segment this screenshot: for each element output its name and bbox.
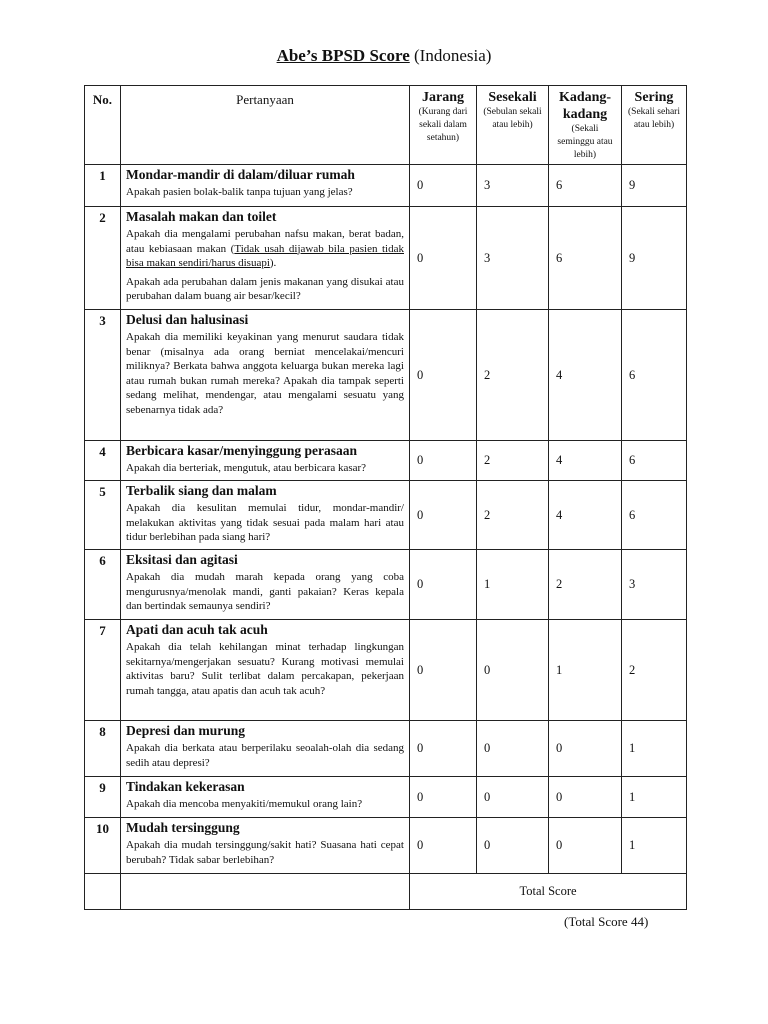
option-label: Kadang-kadang xyxy=(558,90,612,122)
header-question: Pertanyaan xyxy=(121,86,410,165)
header-option-kadang xyxy=(549,86,622,165)
question-title: Tindakan kekerasan xyxy=(126,779,245,794)
score-sering: 9 xyxy=(622,165,687,207)
question-desc xyxy=(121,225,409,273)
row-number: 1 xyxy=(85,165,121,207)
question-desc: Apakah pasien bolak-balik tanpa tujuan yang jelas? xyxy=(126,186,353,198)
question-title: Mudah tersinggung xyxy=(126,820,240,835)
header-option-jarang xyxy=(410,86,477,165)
question-title: Depresi dan murung xyxy=(126,723,246,738)
question-desc: Apakah dia mudah tersinggung/sakit hati? Suasana hati cepat berubah? Tidak sabar berlebihan? xyxy=(126,839,404,866)
total-empty-cell xyxy=(85,874,121,910)
question-desc: Apakah dia mencoba menyakiti/memukul orang lain? xyxy=(126,798,363,810)
question-cell xyxy=(121,777,410,818)
question-cell xyxy=(121,310,410,441)
page-title xyxy=(0,46,768,66)
score-sering: 6 xyxy=(622,310,687,441)
table-row xyxy=(85,207,687,310)
desc-text: Apakah dia mengalami perubahan nafsu makan, berat badan, atau kebiasaan makan ( xyxy=(126,228,404,255)
table-row xyxy=(85,777,687,818)
row-number: 3 xyxy=(85,310,121,441)
score-sesekali: 3 xyxy=(477,165,549,207)
score-sering: 2 xyxy=(622,620,687,721)
score-sering: 1 xyxy=(622,818,687,874)
bpsd-table xyxy=(84,85,687,910)
score-kadang: 4 xyxy=(549,310,622,441)
score-sesekali: 0 xyxy=(477,818,549,874)
question-desc: Apakah dia kesulitan memulai tidur, mondar-mandir/ melakukan aktivitas yang tidak sesuai pada malam hari atau tidur berlebihan pada siang hari? xyxy=(126,502,404,543)
score-kadang: 6 xyxy=(549,165,622,207)
header-no: No. xyxy=(85,86,121,165)
score-sesekali: 2 xyxy=(477,441,549,481)
total-empty-cell xyxy=(121,874,410,910)
question-cell xyxy=(121,550,410,620)
score-kadang: 2 xyxy=(549,550,622,620)
question-cell xyxy=(121,441,410,481)
score-sesekali: 0 xyxy=(477,620,549,721)
question-title: Berbicara kasar/menyinggung perasaan xyxy=(126,443,358,458)
row-number: 4 xyxy=(85,441,121,481)
score-kadang: 4 xyxy=(549,441,622,481)
row-number: 5 xyxy=(85,481,121,550)
option-sublabel: (Sebulan sekali atau lebih) xyxy=(483,107,542,130)
question-title: Masalah makan dan toilet xyxy=(126,209,277,224)
table-row xyxy=(85,818,687,874)
score-kadang: 0 xyxy=(549,777,622,818)
total-row xyxy=(85,874,687,910)
score-jarang: 0 xyxy=(410,550,477,620)
score-kadang: 0 xyxy=(549,818,622,874)
score-sering: 6 xyxy=(622,481,687,550)
score-jarang: 0 xyxy=(410,207,477,310)
table-row xyxy=(85,550,687,620)
option-label: Sering xyxy=(634,90,674,105)
question-cell xyxy=(121,165,410,207)
score-kadang: 0 xyxy=(549,721,622,777)
question-title: Apati dan acuh tak acuh xyxy=(126,622,268,637)
question-cell xyxy=(121,620,410,721)
score-jarang: 0 xyxy=(410,165,477,207)
option-label: Sesekali xyxy=(488,90,537,105)
score-sesekali: 0 xyxy=(477,777,549,818)
score-sering: 3 xyxy=(622,550,687,620)
score-sering: 1 xyxy=(622,777,687,818)
header-option-sesekali xyxy=(477,86,549,165)
desc-underlined-note: Tidak usah dijawab bila pasien tidak bisa makan sendiri/harus disuapi xyxy=(126,242,404,269)
question-desc: Apakah dia memiliki keyakinan yang menurut saudara tidak benar (misalnya ada orang berniat mencelakai/mencuri miliknya? Berkata bahwa anggota keluarga bukan mereka lagi atau rumah bukan rumah mereka? Apakah dia tampak seperti sedang melihat, mendengar, atau mengalami sesuatu yang sebenarnya tidak ada? xyxy=(126,331,404,416)
score-kadang: 4 xyxy=(549,481,622,550)
table-row xyxy=(85,721,687,777)
score-sering: 6 xyxy=(622,441,687,481)
score-jarang: 0 xyxy=(410,620,477,721)
table-row xyxy=(85,620,687,721)
question-desc: Apakah dia telah kehilangan minat terhadap lingkungan sekitarnya/mengerjakan sesuatu? Kurang motivasi memulai aktivitas baru? Sulit terlibat dalam percakapan, pekerjaan rumah tangga, atau apatis dan acuh tak acuh? xyxy=(126,641,404,697)
score-jarang: 0 xyxy=(410,310,477,441)
question-title: Terbalik siang dan malam xyxy=(126,483,277,498)
question-desc: Apakah dia berkata atau berperilaku seoalah-olah dia sedang sedih atau depresi? xyxy=(126,742,404,769)
row-number: 2 xyxy=(85,207,121,310)
score-sering: 9 xyxy=(622,207,687,310)
question-cell xyxy=(121,207,410,310)
desc-text: ). xyxy=(269,257,277,269)
question-cell xyxy=(121,481,410,550)
option-label: Jarang xyxy=(422,90,464,105)
option-sublabel: (Sekali sehari atau lebih) xyxy=(628,107,680,130)
score-sering: 1 xyxy=(622,721,687,777)
question-desc: Apakah ada perubahan dalam jenis makanan yang disukai atau perubahan dalam buang air besar/kecil? xyxy=(126,275,404,302)
header-option-sering xyxy=(622,86,687,165)
question-cell xyxy=(121,721,410,777)
option-sublabel: (Sekali seminggu atau lebih) xyxy=(557,124,613,160)
question-desc: Apakah dia mudah marah kepada orang yang coba mengurusnya/menolak mandi, ganti pakaian? Keras kepala dan bertindak semaunya sendiri? xyxy=(126,571,404,612)
question-title: Delusi dan halusinasi xyxy=(126,312,249,327)
score-kadang: 1 xyxy=(549,620,622,721)
question-title: Eksitasi dan agitasi xyxy=(126,552,238,567)
total-score-note: (Total Score 44) xyxy=(564,914,649,929)
score-sesekali: 0 xyxy=(477,721,549,777)
score-jarang: 0 xyxy=(410,441,477,481)
question-desc: Apakah dia berteriak, mengutuk, atau berbicara kasar? xyxy=(126,462,367,474)
score-sesekali: 1 xyxy=(477,550,549,620)
title-main: Abe’s BPSD Score xyxy=(276,46,410,65)
score-jarang: 0 xyxy=(410,481,477,550)
table-row xyxy=(85,310,687,441)
question-cell xyxy=(121,818,410,874)
title-suffix: (Indonesia) xyxy=(409,46,492,65)
score-jarang: 0 xyxy=(410,818,477,874)
score-sesekali: 2 xyxy=(477,310,549,441)
row-number: 7 xyxy=(85,620,121,721)
table-row xyxy=(85,165,687,207)
row-number: 8 xyxy=(85,721,121,777)
row-number: 9 xyxy=(85,777,121,818)
total-score-cell: Total Score xyxy=(410,874,687,910)
table-row xyxy=(85,481,687,550)
option-sublabel: (Kurang dari sekali dalam setahun) xyxy=(418,107,468,143)
question-title: Mondar-mandir di dalam/diluar rumah xyxy=(126,167,355,182)
score-kadang: 6 xyxy=(549,207,622,310)
table-row xyxy=(85,441,687,481)
row-number: 6 xyxy=(85,550,121,620)
score-jarang: 0 xyxy=(410,777,477,818)
row-number: 10 xyxy=(85,818,121,874)
header-row xyxy=(85,86,687,165)
score-sesekali: 3 xyxy=(477,207,549,310)
score-sesekali: 2 xyxy=(477,481,549,550)
score-jarang: 0 xyxy=(410,721,477,777)
